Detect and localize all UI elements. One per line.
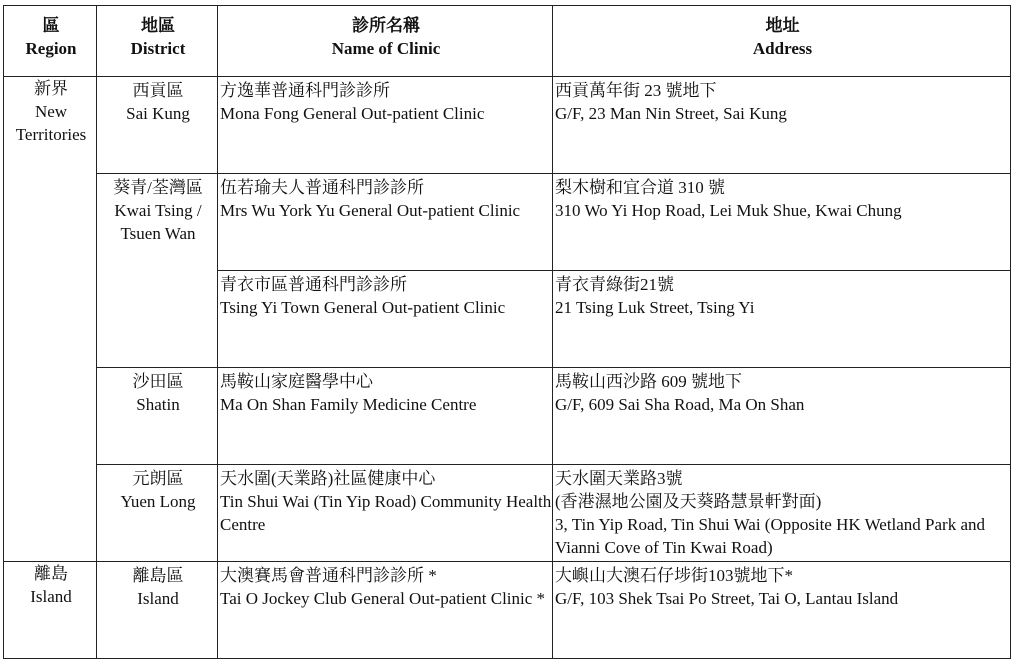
district-cell xyxy=(97,174,218,368)
district-en: Shatin xyxy=(136,395,180,414)
header-region xyxy=(4,6,97,77)
address-zh: 西貢萬年街 23 號地下 xyxy=(555,81,717,100)
region-cell-island xyxy=(4,562,97,659)
header-name-zh: 診所名稱 xyxy=(352,16,420,35)
header-clinic-name xyxy=(218,6,553,77)
address-cell xyxy=(553,465,1011,562)
district-zh: 元朗區 xyxy=(132,469,184,488)
header-district-en: District xyxy=(130,39,186,58)
region-en: Island xyxy=(30,587,72,606)
address-cell xyxy=(553,174,1011,271)
address-zh: 青衣青綠街21號 xyxy=(555,275,674,294)
clinic-name-cell xyxy=(218,271,553,368)
region-zh: 離島 xyxy=(34,564,68,583)
region-zh: 新界 xyxy=(34,79,68,98)
district-en: Kwai Tsing / Tsuen Wan xyxy=(114,201,202,243)
address-en: G/F, 23 Man Nin Street, Sai Kung xyxy=(555,104,787,123)
address-zh: 梨木樹和宜合道 310 號 xyxy=(555,178,725,197)
clinic-table xyxy=(3,5,1011,659)
district-en: Sai Kung xyxy=(126,104,190,123)
table-row xyxy=(4,77,1011,174)
header-address-zh: 地址 xyxy=(765,16,800,35)
clinic-name-en: Tsing Yi Town General Out-patient Clinic xyxy=(220,298,506,317)
clinic-name-cell xyxy=(218,562,553,659)
district-zh: 沙田區 xyxy=(132,372,184,391)
header-region-zh: 區 xyxy=(42,16,60,35)
district-zh: 西貢區 xyxy=(132,81,184,100)
header-district xyxy=(97,6,218,77)
district-en: Island xyxy=(137,589,179,608)
address-zh-note: (香港濕地公園及天葵路慧景軒對面) xyxy=(555,492,822,511)
header-name-en: Name of Clinic xyxy=(331,39,441,58)
clinic-name-zh: 天水圍(天業路)社區健康中心 xyxy=(220,469,436,488)
district-cell xyxy=(97,562,218,659)
address-cell xyxy=(553,368,1011,465)
clinic-name-zh: 伍若瑜夫人普通科門診診所 xyxy=(220,178,424,197)
district-cell xyxy=(97,368,218,465)
header-region-en: Region xyxy=(25,39,77,58)
address-en: 21 Tsing Luk Street, Tsing Yi xyxy=(555,298,755,317)
clinic-name-en: Tin Shui Wai (Tin Yip Road) Community Health Centre xyxy=(220,492,552,534)
district-zh: 葵青/荃灣區 xyxy=(113,178,203,197)
clinic-name-en: Mrs Wu York Yu General Out-patient Clinic xyxy=(220,201,521,220)
clinic-name-zh: 馬鞍山家庭醫學中心 xyxy=(220,372,373,391)
address-zh: 大嶼山大澳石仔埗街103號地下* xyxy=(555,566,793,585)
address-en: 3, Tin Yip Road, Tin Shui Wai (Opposite HK Wetland Park and Vianni Cove of Tin Kwai Road) xyxy=(555,515,986,557)
address-cell xyxy=(553,77,1011,174)
header-district-zh: 地區 xyxy=(141,16,175,35)
district-cell xyxy=(97,77,218,174)
clinic-name-cell xyxy=(218,174,553,271)
table-header-row xyxy=(4,6,1011,77)
address-en: G/F, 609 Sai Sha Road, Ma On Shan xyxy=(555,395,805,414)
clinic-name-en: Tai O Jockey Club General Out-patient Clinic * xyxy=(220,589,546,608)
clinic-name-cell xyxy=(218,77,553,174)
district-cell xyxy=(97,465,218,562)
clinic-name-en: Ma On Shan Family Medicine Centre xyxy=(220,395,477,414)
district-zh: 離島區 xyxy=(132,566,184,585)
clinic-name-zh: 青衣市區普通科門診診所 xyxy=(220,275,407,294)
clinic-name-zh: 大澳賽馬會普通科門診診所 * xyxy=(220,566,437,585)
address-zh: 天水圍天業路3號 xyxy=(555,469,683,488)
table-row xyxy=(4,465,1011,562)
table-row xyxy=(4,562,1011,659)
address-en: 310 Wo Yi Hop Road, Lei Muk Shue, Kwai Chung xyxy=(555,201,902,220)
clinic-name-cell xyxy=(218,465,553,562)
address-en: G/F, 103 Shek Tsai Po Street, Tai O, Lantau Island xyxy=(555,589,899,608)
region-cell-new-territories xyxy=(4,77,97,562)
address-cell xyxy=(553,562,1011,659)
clinic-name-en: Mona Fong General Out-patient Clinic xyxy=(220,104,485,123)
region-en: New Territories xyxy=(15,102,87,144)
address-zh: 馬鞍山西沙路 609 號地下 xyxy=(555,372,742,391)
table-row xyxy=(4,368,1011,465)
header-address xyxy=(553,6,1011,77)
header-address-en: Address xyxy=(752,39,813,58)
clinic-name-cell xyxy=(218,368,553,465)
clinic-name-zh: 方逸華普通科門診診所 xyxy=(220,81,390,100)
table-row xyxy=(4,174,1011,271)
address-cell xyxy=(553,271,1011,368)
district-en: Yuen Long xyxy=(120,492,196,511)
